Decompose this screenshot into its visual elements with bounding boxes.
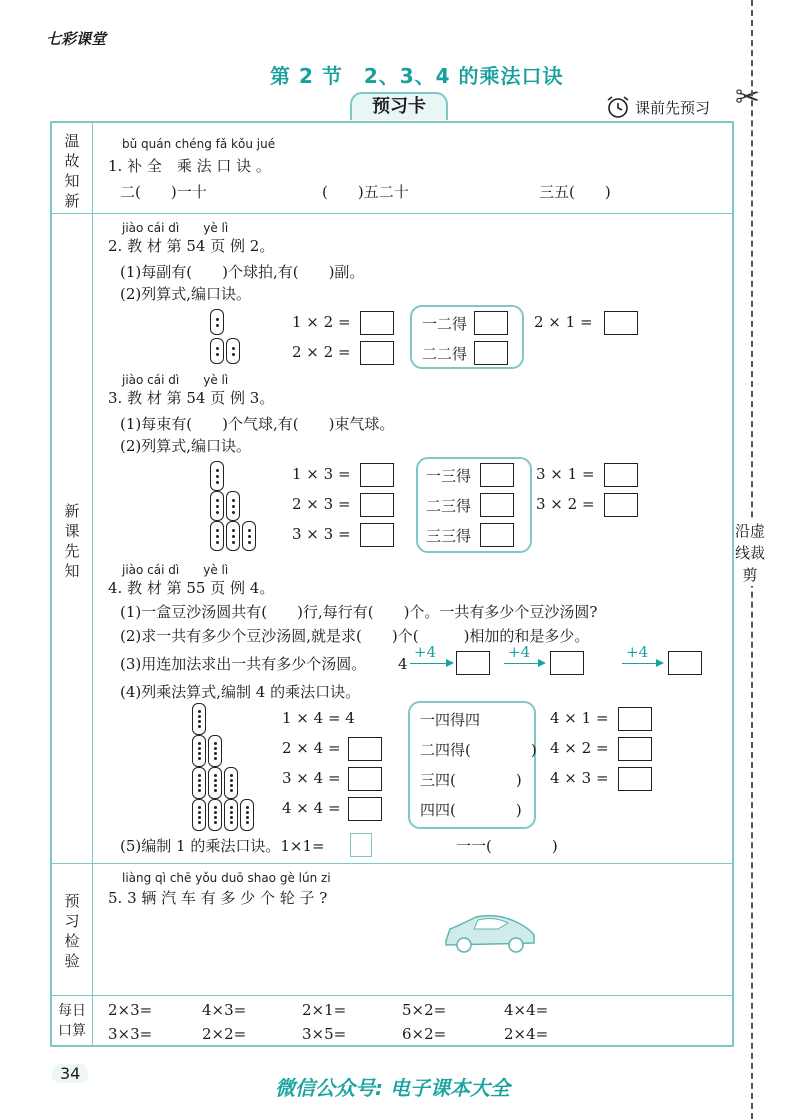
watermark: 微信公众号: 电子课本大全 [275,1076,510,1100]
answer-box[interactable] [604,463,638,487]
dot-group [224,799,238,831]
answer-box[interactable] [348,737,382,761]
equation: 3 × 3 = [292,525,351,543]
q3-sub1: (1)每束有( )个气球,有( )束气球。 [120,415,395,433]
side-label-review: 温 故 知 新 [64,132,80,210]
car-icon [440,907,540,957]
answer-box[interactable] [668,651,702,675]
answer-box[interactable] [360,493,394,517]
answer-box[interactable] [480,463,514,487]
dot-group [226,491,240,521]
side-label-check: 预 习 检 验 [64,892,80,970]
dot-group [208,799,222,831]
q2-prompt: 2. 教 材 第 54 页 例 2。 [108,237,275,255]
frame-divider [92,123,93,1045]
daily-item: 2×3= [108,1001,153,1019]
dot-group [226,338,240,364]
rhyme: 二三得 [426,497,472,515]
equation: 3 × 2 = [536,495,595,513]
chain-step-label: +4 [626,643,649,661]
daily-item: 3×3= [108,1025,153,1043]
q5-prompt: 5. 3 辆 汽 车 有 多 少 个 轮 子 ? [108,889,328,907]
dot-group [208,767,222,799]
answer-box[interactable] [456,651,490,675]
equation: 4 × 4 = [282,799,341,817]
equation: 2 × 4 = [282,739,341,757]
card-title: 预习卡 [350,92,448,120]
q3-pinyin: jiào cái dì yè lì [122,373,229,387]
answer-box[interactable] [480,523,514,547]
equation: 2 × 1 = [534,313,593,331]
rhyme: 三四( ) [420,771,522,789]
q3-prompt: 3. 教 材 第 54 页 例 3。 [108,389,275,407]
arrow-icon [504,663,544,664]
q4-sub1: (1)一盒豆沙汤圆共有( )行,每行有( )个。一共有多少个豆沙汤圆? [120,603,598,621]
equation: 4 × 2 = [550,739,609,757]
rhyme: 三三得 [426,527,472,545]
dot-group [192,767,206,799]
q1-prompt: 1. 补 全 乘 法 口 诀 。 [108,157,271,175]
preview-label [605,95,710,119]
dot-group [226,521,240,551]
daily-item: 4×4= [504,1001,549,1019]
daily-item: 2×4= [504,1025,549,1043]
answer-box[interactable] [480,493,514,517]
rhyme: 二二得 [422,345,468,363]
arrow-icon [622,663,662,664]
alarm-clock-icon [605,95,631,119]
answer-box[interactable] [360,341,394,365]
preview-text: 课前先预习 [635,98,711,117]
equation: 1 × 4 = 4 [282,709,355,727]
answer-box[interactable] [360,463,394,487]
dot-group [210,491,224,521]
equation: 4 × 3 = [550,769,609,787]
dot-group [208,735,222,767]
answer-box[interactable] [618,737,652,761]
dot-group [192,735,206,767]
dot-group [192,703,206,735]
rhyme: 一二得 [422,315,468,333]
q4-prompt: 4. 教 材 第 55 页 例 4。 [108,579,275,597]
brand-logo: 七彩课堂 [46,30,107,48]
dot-group [210,338,224,364]
chain-step-label: +4 [414,643,437,661]
chain-step-label: +4 [508,643,531,661]
rhyme: 一三得 [426,467,472,485]
q5-pinyin: liàng qì chē yǒu duō shao gè lún zi [122,871,331,885]
q1-item: 二( )一十 [120,183,207,201]
dot-group [224,767,238,799]
daily-item: 4×3= [202,1001,247,1019]
q1-pinyin: bǔ quán chéng fǎ kǒu jué [122,137,276,151]
q1-item: 三五( ) [539,183,611,201]
arrow-icon [410,663,452,664]
dot-group [210,461,224,491]
equation: 1 × 2 = [292,313,351,331]
rhyme: 一四得四 [420,711,481,729]
answer-box[interactable] [474,341,508,365]
answer-box[interactable] [350,833,372,857]
daily-item: 5×2= [402,1001,447,1019]
equation: 3 × 1 = [536,465,595,483]
answer-box[interactable] [474,311,508,335]
q4-sub5: (5)编制 1 的乘法口诀。1×1= [120,837,325,855]
equation: 2 × 2 = [292,343,351,361]
q4-sub2: (2)求一共有多少个豆沙汤圆,就是求( )个( )相加的和是多少。 [120,627,590,645]
dot-group [192,799,206,831]
daily-item: 2×2= [202,1025,247,1043]
worksheet-frame [50,121,734,1047]
equation: 3 × 4 = [282,769,341,787]
dot-group [210,521,224,551]
daily-item: 2×1= [302,1001,347,1019]
page-number: 34 [52,1064,88,1083]
scissors-icon: ✂ [735,80,761,115]
section-title: 第 2 节 2、3、4 的乘法口诀 [270,64,564,88]
row-divider [52,995,732,996]
q3-sub2: (2)列算式,编口诀。 [120,437,252,455]
answer-box[interactable] [360,523,394,547]
q2-sub2: (2)列算式,编口诀。 [120,285,252,303]
equation: 1 × 3 = [292,465,351,483]
dot-group [240,799,254,831]
answer-box[interactable] [348,767,382,791]
cut-label: 沿虚线裁剪 [735,522,766,584]
q4-sub4: (4)列乘法算式,编制 4 的乘法口诀。 [120,683,361,701]
answer-box[interactable] [348,797,382,821]
dot-group [210,309,224,335]
answer-box[interactable] [360,311,394,335]
rhyme: 四四( ) [420,801,522,819]
answer-box[interactable] [604,311,638,335]
dot-group [242,521,256,551]
answer-box[interactable] [618,707,652,731]
equation: 4 × 1 = [550,709,609,727]
answer-box[interactable] [550,651,584,675]
side-label-new: 新 课 先 知 [64,502,80,580]
q2-pinyin: jiào cái dì yè lì [122,221,229,235]
answer-box[interactable] [618,767,652,791]
daily-item: 6×2= [402,1025,447,1043]
q4-pinyin: jiào cái dì yè lì [122,563,229,577]
daily-item: 3×5= [302,1025,347,1043]
side-label-daily: 每日 口算 [58,1003,86,1039]
answer-box[interactable] [604,493,638,517]
q2-sub1: (1)每副有( )个球拍,有( )副。 [120,263,365,281]
row-divider [52,213,732,214]
row-divider [52,863,732,864]
q4-sub3: (3)用连加法求出一共有多少个汤圆。 [120,655,367,673]
rhyme: 一一( ) [456,837,558,855]
rhyme: 二四得( ) [420,741,537,759]
q1-item: ( )五二十 [322,183,409,201]
equation: 2 × 3 = [292,495,351,513]
chain-start: 4 [398,655,408,673]
